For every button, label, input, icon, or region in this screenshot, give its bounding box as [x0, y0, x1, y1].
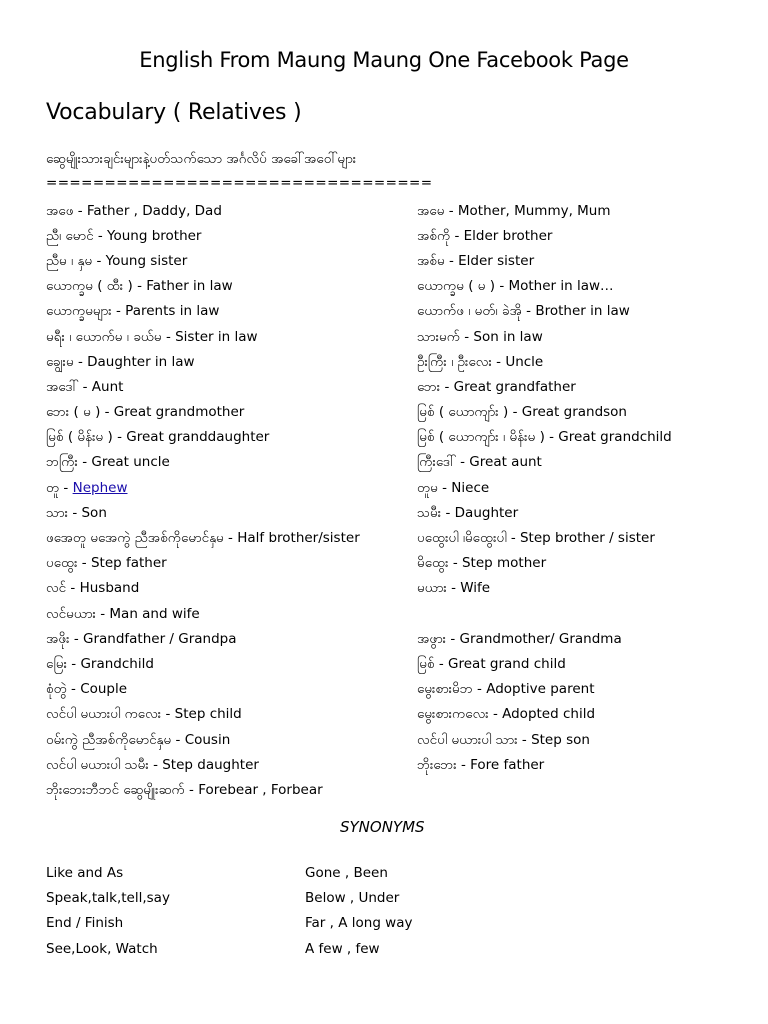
vocab-entry: မြစ် ( မိန်းမ ) - Great granddaughter: [46, 429, 270, 446]
synonym-entry: Below , Under: [305, 889, 400, 906]
synonym-row: [46, 936, 606, 961]
vocab-entry: လင် - Husband: [46, 580, 140, 597]
nephew-link[interactable]: Nephew: [72, 479, 128, 496]
vocab-entry: မယား - Wife: [417, 580, 491, 597]
vocab-row: [46, 501, 746, 526]
vocab-entry: ဘိုးဘေးဘီဘင် ဆွေမျိုးဆက် - Forebear , Forbear: [46, 781, 323, 798]
vocab-entry: မြေး - Grandchild: [46, 655, 154, 672]
synonym-entry: End / Finish: [46, 915, 124, 932]
vocab-row: [46, 325, 746, 350]
vocab-entry: သား - Son: [46, 504, 107, 521]
vocab-row: [46, 375, 746, 400]
vocab-row: [46, 526, 746, 551]
vocab-row: [46, 728, 746, 753]
vocab-entry: အမေ - Mother, Mummy, Mum: [417, 202, 611, 219]
vocab-entry: စုံတွဲ - Couple: [46, 681, 128, 698]
synonym-row: [46, 911, 606, 936]
vocab-entry: ချွေးမ - Daughter in law: [46, 353, 195, 370]
vocab-row: [46, 249, 746, 274]
vocab-entry: အဖွား - Grandmother/ Grandma: [417, 630, 622, 647]
vocab-row: [46, 577, 746, 602]
vocab-row: [46, 753, 746, 778]
vocab-row: [46, 703, 746, 728]
synonym-row: [46, 860, 606, 885]
vocab-entry: အဒေါ် - Aunt: [46, 378, 124, 395]
vocab-entry: လင်မယား - Man and wife: [46, 605, 200, 622]
divider-line: =================================: [46, 175, 433, 191]
vocab-row: [46, 275, 746, 300]
vocab-entry: ပထွေး - Step father: [46, 555, 167, 572]
vocab-entry: လင်ပါ မယားပါ သမီး - Step daughter: [46, 756, 259, 773]
section-heading: Vocabulary ( Relatives ): [46, 100, 302, 125]
vocab-row: [46, 199, 746, 224]
synonym-row: [46, 885, 606, 910]
vocab-entry: ဝမ်းကွဲ ညီအစ်ကိုမောင်နှမ - Cousin: [46, 731, 231, 748]
vocab-entry: ဘိုးဘေး - Fore father: [417, 756, 545, 773]
vocab-row: [46, 401, 746, 426]
vocab-row: [46, 552, 746, 577]
vocab-entry: ယောက္ခမ ( မ ) - Mother in law…: [417, 278, 614, 295]
vocab-row: [46, 300, 746, 325]
vocabulary-list: [46, 199, 746, 804]
vocab-entry: အဖေ - Father , Daddy, Dad: [46, 202, 222, 219]
synonym-entry: Far , A long way: [305, 915, 413, 932]
vocab-entry: တူမ - Niece: [417, 479, 490, 496]
page-title: English From Maung Maung One Facebook Page: [139, 48, 629, 72]
synonyms-list: [46, 860, 606, 961]
vocab-entry: လင်ပါ မယားပါ သား - Step son: [417, 731, 590, 748]
vocab-entry: မိထွေး - Step mother: [417, 555, 547, 572]
vocab-entry: မြစ် ( ယောကျာ်း ) - Great grandson: [417, 404, 627, 421]
vocab-entry: ညီ၊ မောင် - Young brother: [46, 227, 202, 244]
vocab-row: [46, 476, 746, 501]
vocab-entry: ဘေး ( မ ) - Great grandmother: [46, 404, 245, 421]
vocab-entry: ကြီးဒေါ် - Great aunt: [417, 454, 542, 471]
vocab-entry: ယောက်ဖ ၊ မတ်၊ ခဲအို - Brother in law: [417, 303, 630, 320]
synonym-entry: Gone , Been: [305, 864, 388, 881]
vocab-row: [46, 350, 746, 375]
synonym-entry: Like and As: [46, 864, 124, 881]
vocab-row: [46, 778, 746, 803]
vocab-entry: မရီး ၊ ယောက်မ ၊ ခယ်မ - Sister in law: [46, 328, 258, 345]
vocab-row: [46, 652, 746, 677]
vocab-entry: ဘေး - Great grandfather: [417, 378, 576, 395]
vocab-entry: မွေးစားကလေး - Adopted child: [417, 706, 596, 723]
vocab-entry-prefix: တူ -: [46, 479, 73, 496]
vocab-entry: အစ်မ - Elder sister: [417, 252, 535, 269]
vocab-entry: ပထွေးပါ ၊မိထွေးပါ - Step brother / sister: [417, 530, 655, 547]
vocab-entry: အဖိုး - Grandfather / Grandpa: [46, 630, 237, 647]
vocab-entry: သားမက် - Son in law: [417, 328, 543, 345]
vocab-entry: ယောက္ခမများ - Parents in law: [46, 303, 220, 320]
synonym-entry: See,Look, Watch: [46, 940, 158, 957]
vocab-row: [46, 678, 746, 703]
synonym-entry: A few , few: [305, 940, 380, 957]
vocab-entry: မြစ် ( ယောကျာ်း ၊ မိန်းမ ) - Great grandchild: [417, 429, 672, 446]
vocab-entry: မြစ် - Great grand child: [417, 655, 566, 672]
vocab-row: [46, 426, 746, 451]
intro-text: ဆွေမျိုးသားချင်းများနဲ့ပတ်သက်သော အင်္ဂလိပ် အခေါ်အဝေါ်များ: [46, 151, 357, 167]
vocab-entry: ဦးကြီး ၊ ဦးလေး - Uncle: [417, 353, 544, 370]
vocab-entry: အစ်ကို - Elder brother: [417, 227, 553, 244]
vocab-entry: ဖအေတူ မအေကွဲ ညီအစ်ကိုမောင်နှမ - Half brother/sister: [46, 530, 360, 547]
vocab-entry: သမီး - Daughter: [417, 504, 519, 521]
vocab-row: [46, 627, 746, 652]
vocab-row: [46, 602, 746, 627]
vocab-entry: ဘကြီး - Great uncle: [46, 454, 170, 471]
vocab-entry: မွေးစားမိဘ - Adoptive parent: [417, 681, 595, 698]
vocab-entry: [46, 479, 417, 499]
synonyms-title: SYNONYMS: [340, 818, 425, 836]
vocab-row: [46, 451, 746, 476]
vocab-entry: ယောက္ခမ ( ထီး ) - Father in law: [46, 278, 233, 295]
vocab-row: [46, 224, 746, 249]
vocab-entry: လင်ပါ မယားပါ ကလေး - Step child: [46, 706, 242, 723]
vocab-entry: ညီမ ၊ နှမ - Young sister: [46, 252, 188, 269]
synonym-entry: Speak,talk,tell,say: [46, 889, 170, 906]
